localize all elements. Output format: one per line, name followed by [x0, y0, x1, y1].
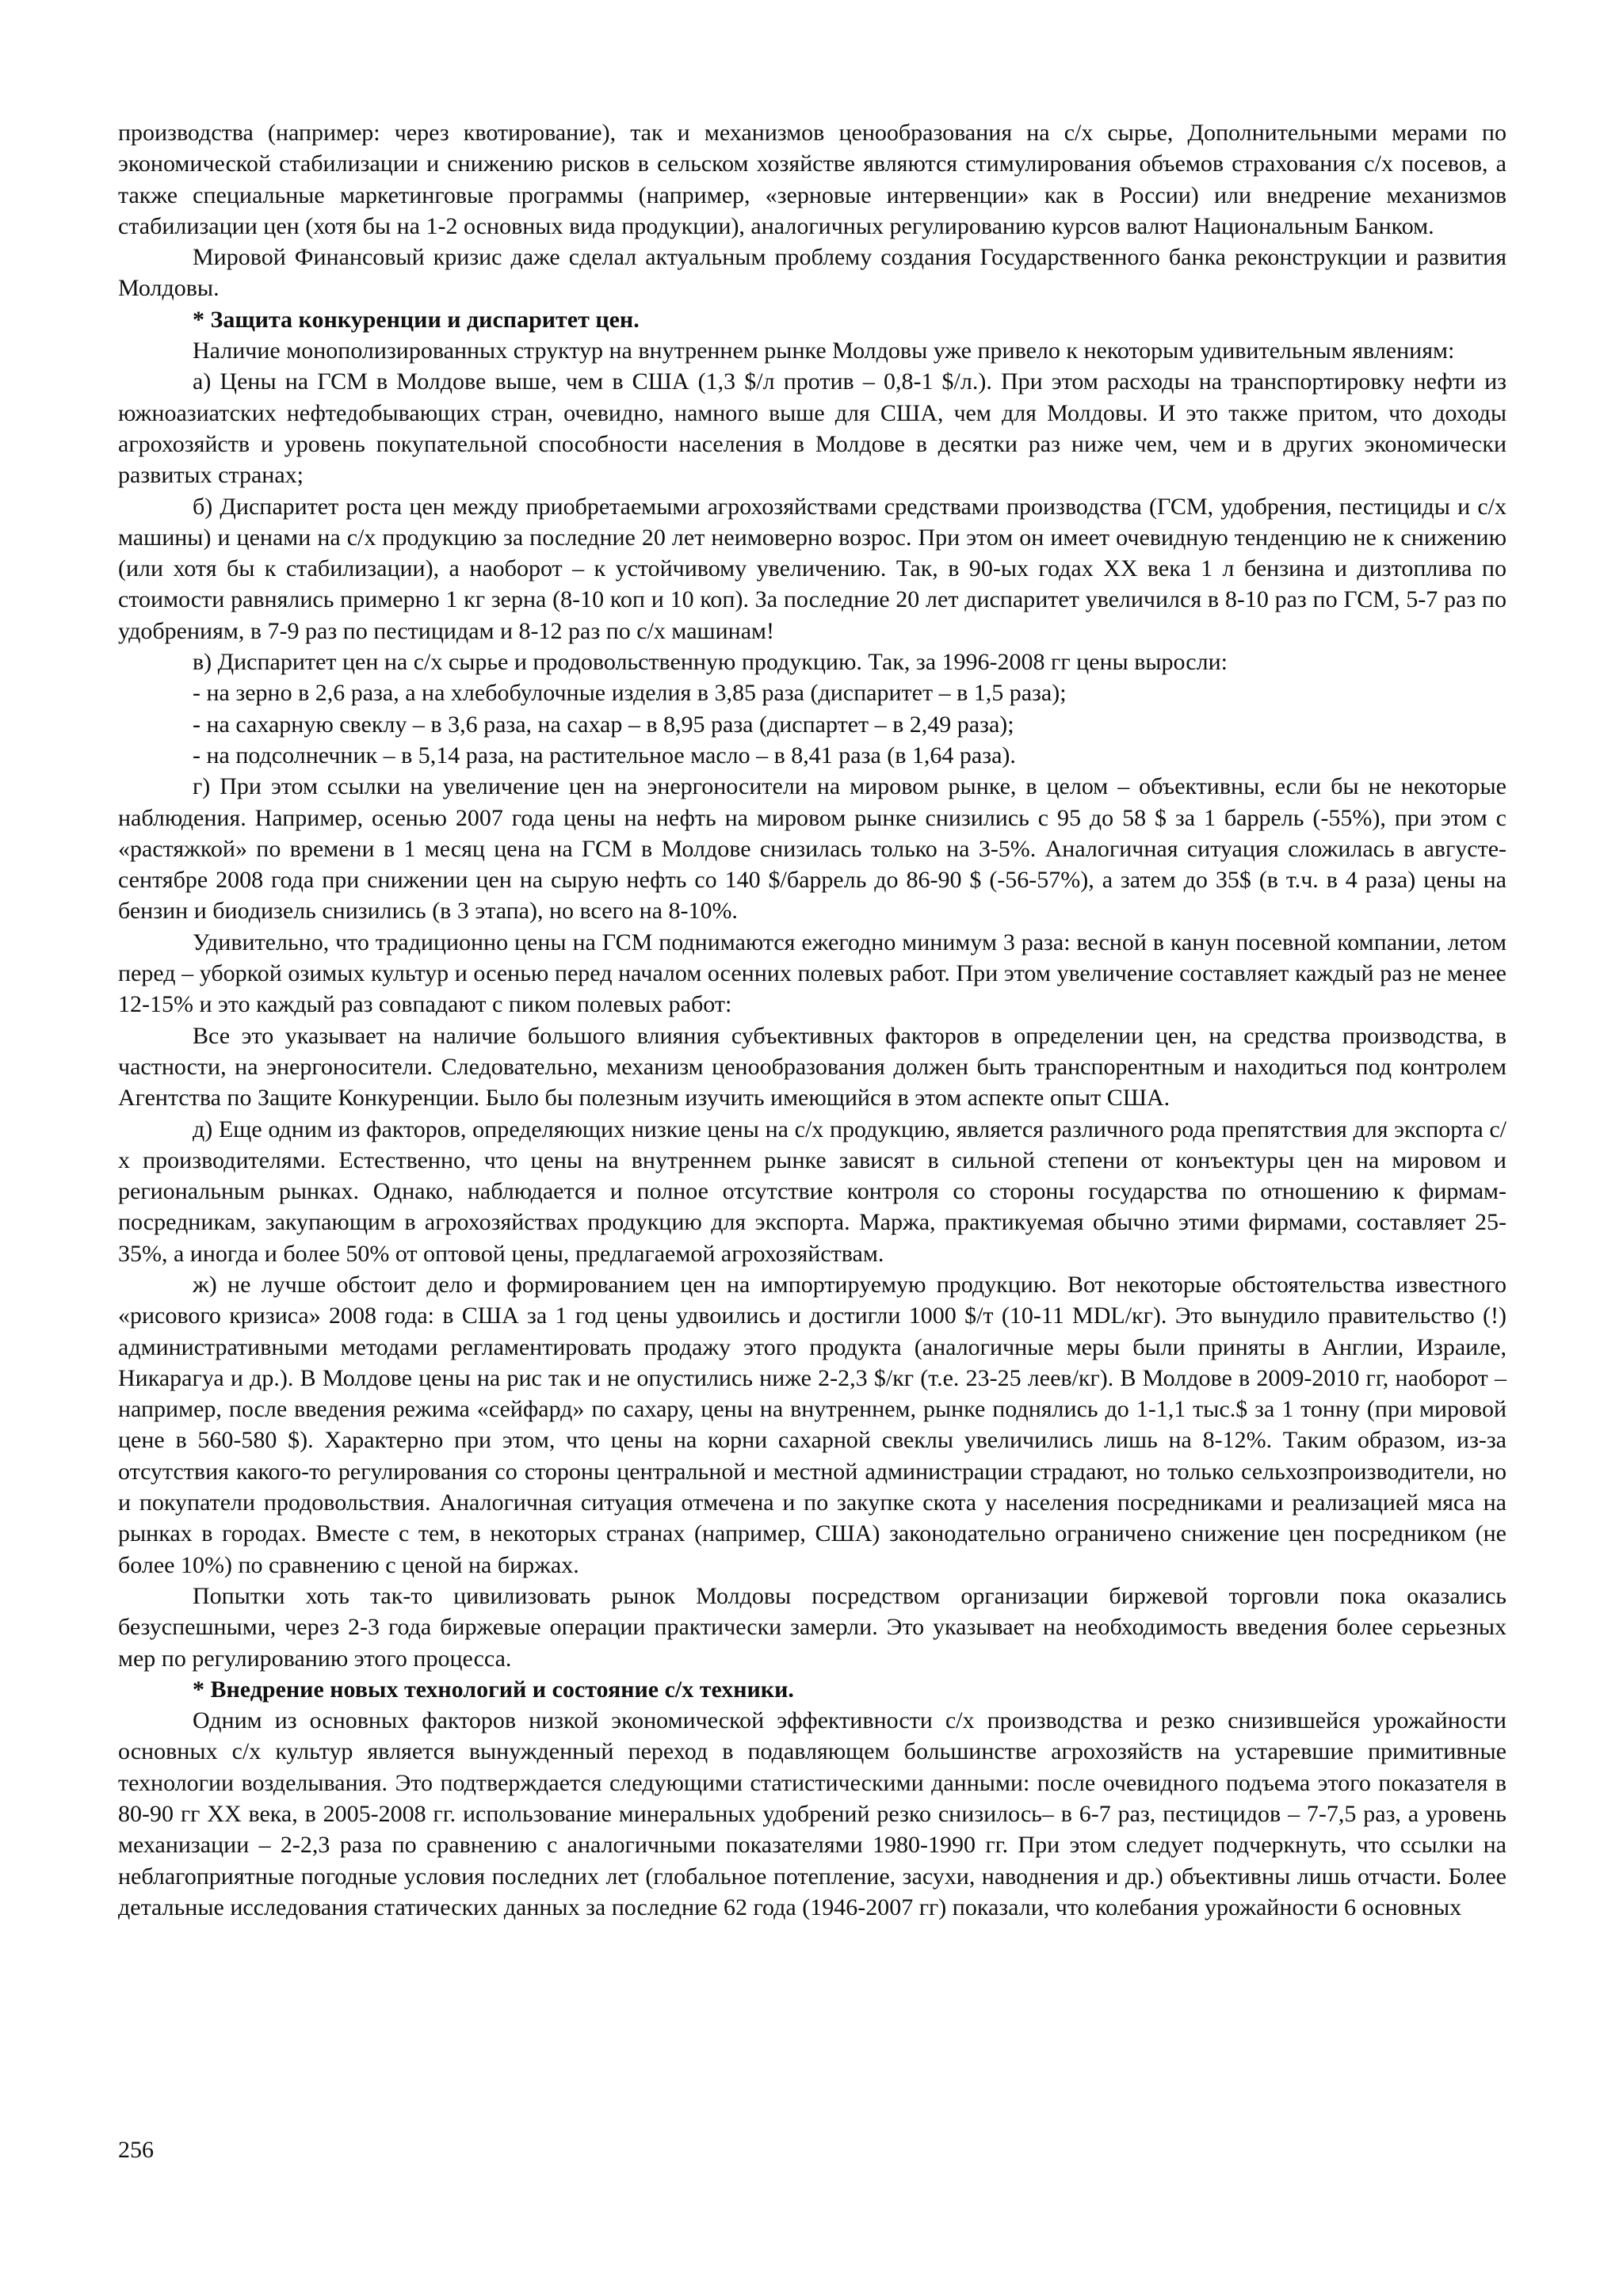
paragraph-item-b-price-disparity: б) Диспаритет роста цен между приобретаемыми агрохозяйствами средствами производства (ГСМ, удобрения, пестициды и с/х машины) и ценами на с/х продукцию за последние 20 лет неимоверно возрос. При этом он имеет очевидную тенденцию не к снижению (или хотя бы к стабилизации), а наоборот – к устойчивому увеличению. Так, в 90-ых годах XX века 1 л бензина и дизтоплива по стоимости равнялись примерно 1 кг зерна (8-10 коп и 10 коп). За последние 20 лет диспаритет увеличился в 8-10 раз по ГСМ, 5-7 раз по удобрениям, в 7-9 раз по пестицидам и 8-12 раз по с/х машинам!: [118, 493, 1507, 644]
paragraph-monopoly: Наличие монополизированных структур на внутреннем рынке Молдовы уже привело к некоторым удивительным явлениям:: [193, 338, 1455, 364]
list-item-sugar-beet: - на сахарную свеклу – в 3,6 раза, на сахар – в 8,95 раза (диспартет – в 2,49 раза);: [193, 711, 1014, 738]
paragraph-item-d-energy-prices: г) При этом ссылки на увеличение цен на энергоносители на мировом рынке, в целом – объективны, если бы не некоторые наблюдения. Например, осенью 2007 года цены на нефть на мировом рынке снизились с 95 до 58 $ за 1 баррель (-55%), при этом с «растяжкой» по времени в 1 месяц цена на ГСМ в Молдове снизилась только на 3-5%. Аналогичная ситуация сложилась в августе-сентябре 2008 года при снижении цен на сырую нефть со 140 $/баррель до 86-90 $ (-56-57%), а затем до 35$ (в т.ч. в 4 раза) цены на бензин и биодизель снизились (в 3 этапа), но всего на 8-10%.: [118, 773, 1507, 925]
paragraph-item-e-export-barriers: д) Еще одним из факторов, определяющих низкие цены на с/х продукцию, является различного рода препятствия для экспорта с/х производителями. Естественно, что цены на внутреннем рынке зависят в сильной степени от конъектуры цен на мировом и региональным рынках. Однако, наблюдается и полное отсутствие контроля со стороны государства по отношению к фирмам-посредникам, закупающим в агрохозяйствах продукцию для экспорта. Маржа, практикуемая обычно этими фирмами, составляет 25-35%, а иногда и более 50% от оптовой цены, предлагаемой агрохозяйствам.: [118, 1116, 1507, 1267]
page-number: 256: [118, 2137, 154, 2163]
paragraph-item-a-fuel-prices: а) Цены на ГСМ в Молдове выше, чем в США (1,3 $/л против – 0,8-1 $/л.). При этом расходы на транспортировку нефти из южноазиатских нефтедобывающих стран, очевидно, намного выше для США, чем для Молдовы. И это также притом, что доходы агрохозяйств и уровень покупательной способности населения в Молдове в десятки раз ниже чем, чем и в других экономически развитых странах;: [118, 368, 1507, 489]
list-item-grain: - на зерно в 2,6 раза, а на хлебобулочные изделия в 3,85 раза (диспаритет – в 1,5 раза);: [193, 680, 1067, 707]
list-item-sunflower: - на подсолнечник – в 5,14 раза, на растительное масло – в 8,41 раза (в 1,64 раза).: [193, 742, 1016, 769]
paragraph-financial-crisis: Мировой Финансовый кризис даже сделал актуальным проблему создания Государственного банка реконструкции и развития Молдовы.: [118, 244, 1507, 302]
paragraph-subjective-factors: Все это указывает на наличие большого влияния субъективных факторов в определении цен, на средства производства, в частности, на энергоносители. Следовательно, механизм ценообразования должен быть транспорентным и находиться под контролем Агентства по Защите Конкуренции. Было бы полезным изучить имеющийся в этом аспекте опыт США.: [118, 1022, 1507, 1112]
paragraph-item-c-raw-vs-food: в) Диспаритет цен на с/х сырье и продовольственную продукцию. Так, за 1996-2008 гг цены выросли:: [193, 649, 1228, 676]
paragraph-technologies: Одним из основных факторов низкой экономической эффективности с/х производства и резко снизившейся урожайности основных с/х культур является вынужденный переход в подавляющем большинстве агрохозяйств на устаревшие примитивные технологии возделывания. Это подтверждается следующими статистическими данными: после очевидного подъема этого показателя в 80-90 гг XX века, в 2005-2008 гг. использование минеральных удобрений резко снизилось– в 6-7 раз, пестицидов – 7-7,5 раз, а уровень механизации – 2-2,3 раза по сравнению с аналогичными показателями 1980-1990 гг. При этом следует подчеркнуть, что ссылки на неблагоприятные погодные условия последних лет (глобальное потепление, засухи, наводнения и др.) объективны лишь отчасти. Более детальные исследования статических данных за последние 62 года (1946-2007 гг) показали, что колебания урожайности 6 основных: [118, 1707, 1507, 1920]
paragraph-intro-continuation: производства (например: через квотирование), так и механизмов ценообразования на с/х сырье, Дополнительными мерами по экономической стабилизации и снижению рисков в сельском хозяйстве являются стимулирования объемов страхования с/х посевов, а также специальные маркетинговые программы (например, «зерновые интервенции» как в России) или внедрение механизмов стабилизации цен (хотя бы на 1-2 основных вида продукции), аналогичных регулированию курсов валют Национальным Банком.: [118, 120, 1507, 239]
paragraph-item-f-import-prices: ж) не лучше обстоит дело и формированием цен на импортируемую продукцию. Вот некоторые обстоятельства известного «рисового кризиса» 2008 года: в США за 1 год цены удвоились и достигли 1000 $/т (10-11 MDL/кг). Это вынудило правительство (!) административными методами регламентировать продажу этого продукта (аналогичные меры были приняты в Англии, Израиле, Никарагуа и др.). В Молдове цены на рис так и не опустились ниже 2-2,3 $/кг (т.е. 23-25 леев/кг). В Молдове в 2009-2010 гг, наоборот – например, после введения режима «сейфард» по сахару, цены на внутреннем, рынке поднялись до 1-1,1 тыс.$ за 1 тонну (при мировой цене в 560-580 $). Характерно при этом, что цены на корни сахарной свеклы увеличились лишь на 8-12%. Таким образом, из-за отсутствия какого-то регулирования со стороны центральной и местной администрации страдают, но только сельхозпроизводители, но и покупатели продовольствия. Аналогичная ситуация отмечена и по закупке скота у населения посредниками и реализацией мяса на рынках в городах. Вместе с тем, в некоторых странах (например, США) законодательно ограничено снижение цен посредником (не более 10%) по сравнению с ценой на биржах.: [118, 1271, 1507, 1578]
section-heading-competition: * Защита конкуренции и диспаритет цен.: [193, 306, 640, 333]
document-body: [118, 117, 1507, 1923]
paragraph-seasonal-price-rises: Удивительно, что традиционно цены на ГСМ поднимаются ежегодно минимум 3 раза: весной в канун посевной компании, летом перед – уборкой озимых культур и осенью перед началом осенних полевых работ. При этом увеличение составляет каждый раз не менее 12-15% и это каждый раз совпадают с пиком полевых работ:: [118, 929, 1507, 1018]
section-heading-technologies: * Внедрение новых технологий и состояние с/х техники.: [193, 1676, 794, 1703]
paragraph-exchange-trading: Попытки хоть так-то цивилизовать рынок Молдовы посредством организации биржевой торговли пока оказались безуспешными, через 2-3 года биржевые операции практически замерли. Это указывает на необходимость введения более серьезных мер по регулированию этого процесса.: [118, 1582, 1507, 1672]
